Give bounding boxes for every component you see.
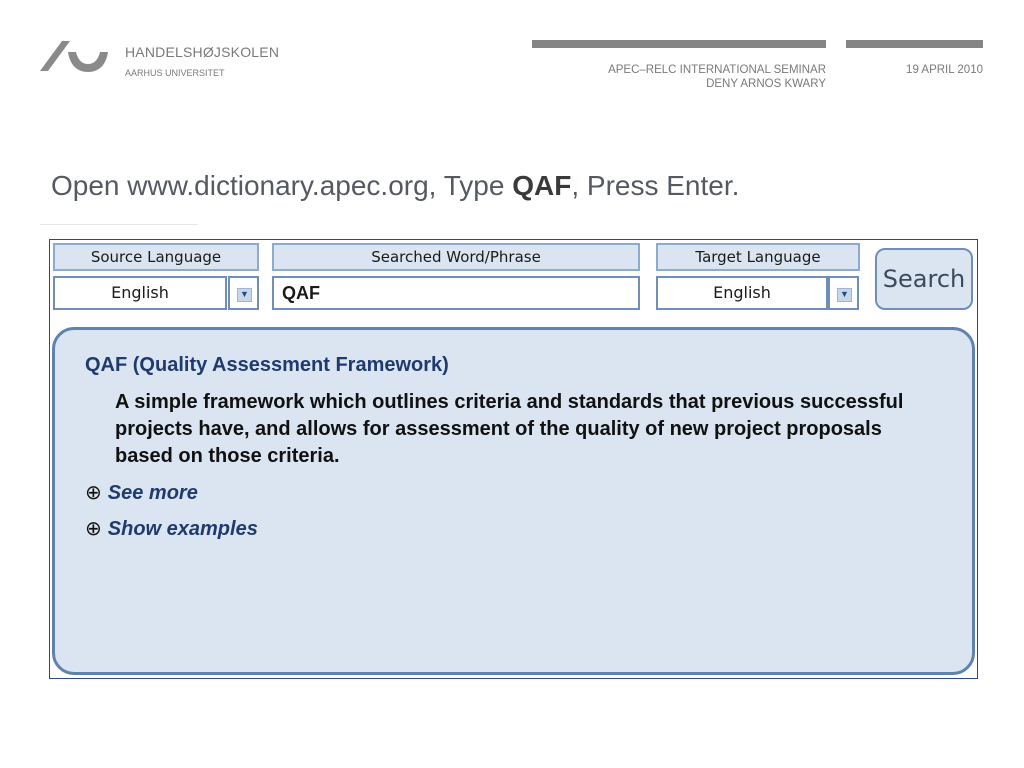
search-button[interactable]: Search — [875, 248, 973, 310]
title-text-bold: QAF — [512, 170, 572, 201]
brand-subtitle: AARHUS UNIVERSITET — [125, 68, 225, 78]
title-divider — [40, 224, 198, 225]
university-logo — [38, 38, 108, 78]
seminar-title: APEC–RELC INTERNATIONAL SEMINAR — [608, 64, 826, 76]
source-language-label: Source Language — [53, 243, 259, 271]
searched-word-label: Searched Word/Phrase — [272, 243, 640, 271]
see-more-link[interactable] — [85, 480, 198, 505]
expand-plus-icon: ⊕ — [85, 482, 102, 504]
presenter-name: DENY ARNOS KWARY — [706, 78, 826, 90]
search-input-value: QAF — [282, 283, 320, 303]
header-bar-left — [532, 40, 826, 48]
result-term: QAF (Quality Assessment Framework) — [85, 354, 449, 376]
header-bar-right — [846, 40, 983, 48]
slide-title — [51, 170, 739, 202]
chevron-down-icon: ▼ — [837, 288, 852, 302]
title-text-pre: Open www.dictionary.apec.org, Type — [51, 170, 513, 201]
source-language-value: English — [111, 283, 169, 302]
dictionary-search-panel — [49, 239, 978, 679]
source-language-dropdown[interactable] — [228, 276, 259, 310]
title-text-post: , Press Enter. — [571, 170, 740, 201]
target-language-dropdown[interactable] — [828, 276, 859, 310]
target-language-value: English — [713, 283, 771, 302]
expand-plus-icon: ⊕ — [85, 518, 102, 540]
show-examples-label: Show examples — [107, 518, 258, 540]
result-definition: A simple framework which outlines criteria and standards that previous successful projects have, and allows for assessment of the quality of new project proposals based on those criteria. — [115, 391, 904, 467]
see-more-label: See more — [107, 482, 198, 504]
result-box — [52, 327, 975, 675]
target-language-label: Target Language — [656, 243, 860, 271]
brand-name: HANDELSHØJSKOLEN — [125, 44, 280, 60]
chevron-down-icon: ▼ — [237, 288, 252, 302]
seminar-info — [608, 63, 826, 91]
slide-date: 19 APRIL 2010 — [906, 64, 983, 76]
show-examples-link[interactable] — [85, 516, 258, 541]
search-input[interactable] — [272, 276, 640, 310]
target-language-select[interactable] — [656, 276, 828, 310]
source-language-select[interactable] — [53, 276, 227, 310]
